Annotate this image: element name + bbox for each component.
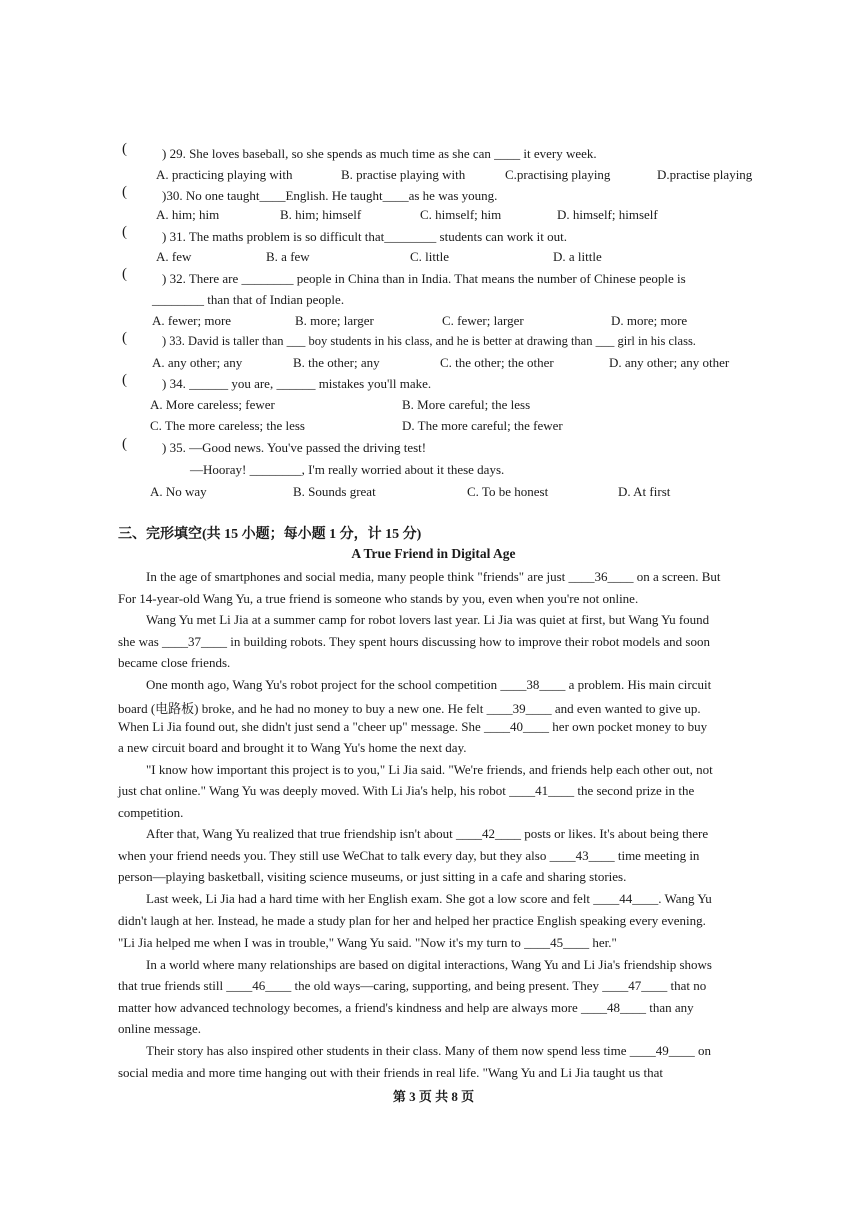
- question-32-stem: ) 32. There are ________ people in China than in India. That means the number of Chinese people is: [162, 271, 686, 286]
- q33-option-a: A. any other; any: [152, 355, 243, 370]
- answer-paren: (: [122, 266, 127, 282]
- q32-option-d: D. more; more: [611, 313, 688, 328]
- question-32-stem-cont: ________ than that of Indian people.: [152, 292, 345, 307]
- passage-title: A True Friend in Digital Age: [351, 546, 516, 561]
- passage-line: didn't laugh at her. Instead, he made a study plan for her and helped her practice English speaking every evening.: [118, 913, 706, 928]
- passage-line: social media and more time hanging out with their friends in real life. "Wang Yu and Li Jia taught us that: [118, 1065, 663, 1080]
- passage-line: that true friends still ____46____ the old ways—caring, supporting, and being present. They ____47____ that no: [118, 978, 707, 993]
- question-31-stem: ) 31. The maths problem is so difficult that________ students can work it out.: [162, 229, 567, 244]
- q33-option-b: B. the other; any: [293, 355, 380, 370]
- q31-option-c: C. little: [410, 249, 449, 264]
- question-30-stem: )30. No one taught____English. He taught____as he was young.: [162, 188, 498, 203]
- q32-option-b: B. more; larger: [295, 313, 374, 328]
- q35-option-a: A. No way: [150, 484, 207, 499]
- question-33-stem: ) 33. David is taller than ___ boy students in his class, and he is better at drawing than ___ girl in his class.: [162, 334, 696, 348]
- answer-paren: (: [122, 372, 127, 388]
- q32-option-c: C. fewer; larger: [442, 313, 524, 328]
- passage-line: Their story has also inspired other students in their class. Many of them now spend less time ____49____ on: [146, 1043, 712, 1058]
- q29-option-d: D.practise playing: [657, 167, 753, 182]
- passage-line: person—playing basketball, visiting science museums, or just sitting in a cafe and sharing stories.: [118, 869, 627, 884]
- answer-paren: (: [122, 184, 127, 200]
- passage-line: Last week, Li Jia had a hard time with her English exam. She got a low score and felt ____44____. Wang Yu: [146, 891, 712, 906]
- q34-option-c: C. The more careless; the less: [150, 418, 305, 433]
- q29-option-c: C.practising playing: [505, 167, 611, 182]
- passage-line: One month ago, Wang Yu's robot project for the school competition ____38____ a problem. His main circuit: [146, 677, 712, 692]
- passage-line: became close friends.: [118, 655, 231, 670]
- q35-option-b: B. Sounds great: [293, 484, 376, 499]
- answer-paren: (: [122, 436, 127, 452]
- q34-option-d: D. The more careful; the fewer: [402, 418, 563, 433]
- question-34-stem: ) 34. ______ you are, ______ mistakes you'll make.: [162, 376, 432, 391]
- question-35-stem: ) 35. —Good news. You've passed the driving test!: [162, 440, 427, 455]
- passage-line: matter how advanced technology becomes, a friend's kindness and help are always more ____48____ than any: [118, 1000, 694, 1015]
- q35-option-c: C. To be honest: [467, 484, 549, 499]
- passage-line: In the age of smartphones and social media, many people think "friends" are just ____36____ on a screen. But: [146, 569, 721, 584]
- question-29-stem: ) 29. She loves baseball, so she spends as much time as she can ____ it every week.: [162, 146, 597, 161]
- passage-line: When Li Jia found out, she didn't just send a "cheer up" message. She ____40____ her own pocket money to buy: [118, 719, 708, 734]
- q30-option-c: C. himself; him: [420, 207, 502, 222]
- passage-line: board (电路板) broke, and he had no money to buy a new one. He felt ____39____ and even wanted to give up.: [118, 701, 701, 716]
- question-35-response: —Hooray! ________, I'm really worried about it these days.: [190, 462, 505, 477]
- passage-line: she was ____37____ in building robots. They spent hours discussing how to improve their robot models and soon: [118, 634, 710, 649]
- q35-option-d: D. At first: [618, 484, 671, 499]
- q30-option-a: A. him; him: [156, 207, 220, 222]
- passage-line: "Li Jia helped me when I was in trouble," Wang Yu said. "Now it's my turn to ____45____ her.": [118, 935, 617, 950]
- passage-line: "I know how important this project is to you," Li Jia said. "We're friends, and friends help each other out, not: [146, 762, 713, 777]
- passage-line: a new circuit board and brought it to Wang Yu's home the next day.: [118, 740, 467, 755]
- passage-line: when your friend needs you. They still use WeChat to talk every day, but they also ____43____ time meeting in: [118, 848, 700, 863]
- passage-line: For 14-year-old Wang Yu, a true friend is someone who stands by you, even when you're not online.: [118, 591, 639, 606]
- q32-option-a: A. fewer; more: [152, 313, 232, 328]
- section-heading: 三、完形填空(共 15 小题；每小题 1 分，计 15 分): [118, 527, 422, 542]
- passage-line: Wang Yu met Li Jia at a summer camp for robot lovers last year. Li Jia was quiet at first, but Wang Yu found: [146, 612, 710, 627]
- passage-line: In a world where many relationships are based on digital interactions, Wang Yu and Li Jia's friendship shows: [146, 957, 712, 972]
- q30-option-b: B. him; himself: [280, 207, 362, 222]
- q33-option-d: D. any other; any other: [609, 355, 730, 370]
- passage-line: online message.: [118, 1021, 202, 1036]
- answer-paren: (: [122, 224, 127, 240]
- q29-option-b: B. practise playing with: [341, 167, 466, 182]
- passage-line: just chat online." Wang Yu was deeply moved. With Li Jia's help, his robot ____41____ the second prize in the: [118, 783, 695, 798]
- q30-option-d: D. himself; himself: [557, 207, 658, 222]
- q31-option-b: B. a few: [266, 249, 310, 264]
- q31-option-a: A. few: [156, 249, 192, 264]
- q34-option-b: B. More careful; the less: [402, 397, 531, 412]
- page-number: 第 3 页 共 8 页: [392, 1089, 475, 1104]
- passage-line: competition.: [118, 805, 184, 820]
- q31-option-d: D. a little: [553, 249, 602, 264]
- q33-option-c: C. the other; the other: [440, 355, 554, 370]
- passage-line: After that, Wang Yu realized that true friendship isn't about ____42____ posts or likes. It's about being there: [146, 826, 709, 841]
- q29-option-a: A. practicing playing with: [156, 167, 293, 182]
- q34-option-a: A. More careless; fewer: [150, 397, 275, 412]
- answer-paren: (: [122, 330, 127, 346]
- answer-paren: (: [122, 141, 127, 157]
